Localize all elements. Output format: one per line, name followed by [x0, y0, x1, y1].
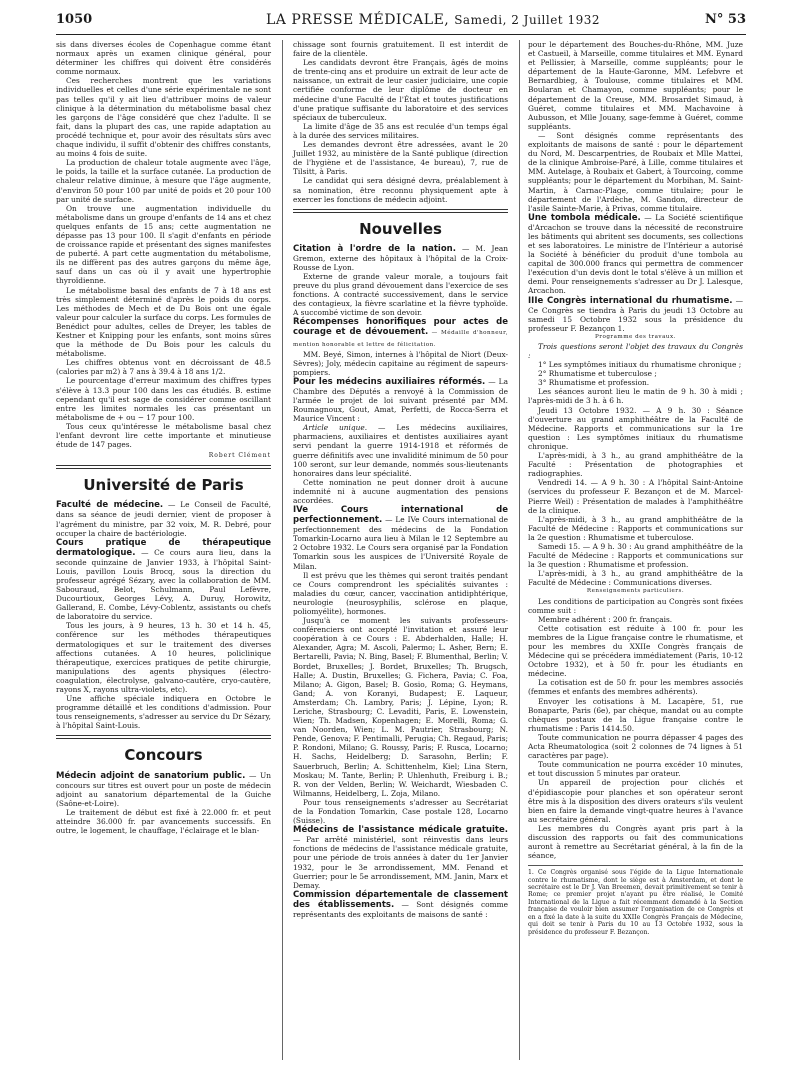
- page-number: 1050: [56, 12, 93, 27]
- paragraph: Il est prévu que les thèmes qui seront traités pendant ce Cours comprendront les spécialités suivantes : maladies du cœur, cancer, vaccination antidiphtérique, neurologie (neurosyphilis, sclérose en plaque, poliomyélite), hormones.: [293, 570, 508, 616]
- paragraph: — M. Jean Gremon, externe des hôpitaux à l'hôpital de la Croix-Rousse de Lyon.: [293, 243, 508, 272]
- paragraph: — Par arrêté ministériel, sont réinvestis dans leurs fonctions de médecins de l'assistance médicale gratuite, pour une période de trois années à dater du 1er Janvier 1932, pour le 3e arrondissement, MM. Fenand et Guerrier; pour le 5e arrondissement, MM. Janin, Marx et Demay.: [293, 835, 508, 890]
- column-1: [56, 40, 271, 835]
- paragraph: — La Société scientifique d'Arcachon se trouve dans la nécessité de reconstruire les bâtiments qui abritent ses documents, ses collections et ses laboratoires. Le ministre de l'Intérieur a autorisé la Société à bénéficier du produit d'une tombola au capital de 300.000 francs qui permettra de commencer l'exécution d'un devis dont le total s'élève à un million et demi. Pour renseignements s'adresser au Dr J. Lalesque, Arcachon.: [528, 212, 743, 296]
- paragraph: Les séances auront lieu le matin de 9 h. 30 à midi ; l'après-midi de 3 h. à 6 h.: [528, 387, 743, 406]
- paragraph: pour le département des Bouches-du-Rhône, MM. Juze et Castueil, à Marseille, comme titulaires et MM. Eynard et Pellissier, à Marseille, comme suppléants; pour le département de la Haute-Garonne, MM. Lefebvre et Bernardbieg, à Toulouse, comme titulaires et MM. Boularan et Chamayon, comme suppléants; pour le département de la Creuse, MM. Brosardet Simaud, à Guéret, comme titulaires et MM. Machavoine à Aubusson, et Mlle Jouany, sage-femme à Guéret, comme suppléants.: [528, 40, 743, 131]
- award-types: — Médaille d'honneur, mention honorable et lettre de félicitation.: [293, 330, 508, 348]
- subheading-cours-international: IVe Cours international de perfectionnement.: [293, 505, 508, 526]
- paragraph: La production de chaleur totale augmente avec l'âge, le poids, la taille et la surface cutanée. La production de chaleur relative diminue, à mesure que l'âge augmente, d'environ 50 pour 100 par unité de poids et 20 pour 100 par unité de surface.: [56, 158, 271, 204]
- paragraph: La limite d'âge de 35 ans est reculée d'un temps égal à la durée des services militaires.: [293, 121, 508, 140]
- paragraph: Les chiffres obtenus vont en décroissant de 48.5 (calories par m2) à 7 ans à 39.4 à 18 ans 1/2.: [56, 358, 271, 377]
- paragraph: — Les médecins auxiliaires, pharmaciens, auxiliaires et dentistes auxiliaires ayant servi pendant la guerre 1914-1918 et réformés de guerre définitifs avec une invalidité minimum de 50 pour 100 seront, sur leur demande, nommés sous-lieutenants honoraires dans leur spécialité.: [293, 423, 508, 478]
- schedule-item: L'après-midi, à 3 h., au grand amphithéâtre de la Faculté : Présentation de photographies et radiographies.: [528, 451, 743, 479]
- paragraph: On trouve une augmentation individuelle du métabolisme dans un groupe d'enfants de 14 ans et chez quelques enfants de 15 ans; cette augmentation ne dépasse pas 13 pour 100. Il s'agit d'enfants en période de croissance rapide et présentant des signes manifestes de puberté. A part cette augmentation du métabolisme, ils ne diffèrent pas des autres garçons du même âge, sauf dans un cas où il y avait une hypertrophie thyroïdienne.: [56, 203, 271, 286]
- paragraph: Envoyer les cotisations à M. Lacapère, 51, rue Bonaparte, Paris (6e), par chèque, mandat ou au compte chèques postaux de la Ligue française contre le rhumatisme : Paris 1414.50.: [528, 696, 743, 733]
- subheading-recompenses: Récompenses honorifiques pour actes de courage et de dévouement.: [293, 317, 508, 338]
- paragraph: — Ce Congrès se tiendra à Paris du jeudi 13 Octobre au samedi 15 Octobre 1932 sous la présidence du professeur F. Bezançon 1.: [528, 295, 743, 333]
- paragraph: — Sont désignés comme représentants des exploitants de maisons de santé : pour le département du Nord, M. Descarpentries, de Roubaix et Mlle Mattei, de la clinique Ambroise-Paré, à Lille, comme titulaires et MM. Autelage, à Roubaix et Gabert, à Tourcoing, comme suppléants; pour le département du Morbihan, M. Saint-Martin, à Carnac-Plage, comme titulaire; pour le département de l'Ardèche, M. Gandon, directeur de l'asile Sainte-Marie, à Privas, comme titulaire.: [528, 130, 743, 213]
- paragraph: Membre adhérent : 200 fr. français.: [538, 614, 673, 624]
- section-divider: [56, 465, 271, 469]
- section-title-universite: Université de Paris: [83, 476, 244, 495]
- subheading-medecin-adjoint: Médecin adjoint de sanatorium public.: [56, 770, 246, 781]
- issue-number: N° 53: [705, 12, 746, 27]
- paragraph: — Ce cours aura lieu, dans la seconde quinzaine de Janvier 1933, à l'hôpital Saint-Louis, pavillon Louis Brocq, sous la direction du professeur agrégé Sézary, avec la collaboration de MM. Sabouraud, Belot, Schulmann, Paul Lefèvre, Ducourtioux, Georges Lévy, A. Duruy, Horowitz, Gallerand, E. Combe, Lévy-Coblentz, assistants ou chefs de laboratoire du service.: [56, 547, 271, 622]
- column-divider: [519, 40, 520, 1060]
- paragraph: Les candidats devront être Français, âgés de moins de trente-cinq ans et produire un extrait de leur acte de naissance, un extrait de leur casier judiciaire, une copie certifiée conforme de leur diplôme de docteur en médecine d'une Faculté de l'État et toutes justifications d'une pratique suffisante du laboratoire et des services spéciaux de tuberculeux.: [293, 58, 508, 122]
- programme-title: Programme des travaux.: [595, 333, 676, 340]
- paragraph: La cotisation est de 50 fr. pour les membres associés (femmes et enfants des membres adhérents).: [528, 678, 743, 697]
- issue-date: Samedi, 2 Juillet 1932: [454, 13, 600, 27]
- renseignements-title: Renseignements particuliers.: [586, 588, 685, 595]
- paragraph: Les conditions de participation au Congrès sont fixées comme suit :: [528, 596, 743, 615]
- paragraph: Tous ceux qu'intéresse le métabolisme basal chez l'enfant devront lire cette importante et minutieuse étude de 147 pages.: [56, 421, 271, 450]
- paragraph: — Le IVe Cours international de perfectionnement des médecins de la Fondation Tomarkin-Locarno aura lieu à Milan le 12 Septembre au 2 Octobre 1932. Le Cours sera organisé par la Fondation Tomarkin sous les auspices de l'Université Royale de Milan.: [293, 515, 508, 571]
- paragraph: Externe de grande valeur morale, a toujours fait preuve du plus grand dévouement dans l'exercice de ses fonctions. A contracté successivement, dans le service des contagieux, la fièvre scarlatine et la fièvre typhoïde. A succombé victime de son devoir.: [293, 271, 508, 318]
- schedule-item: Samedi 15. — A 9 h. 30 : Au grand amphithéâtre de la Faculté de Médecine : Rapports et communications sur la 3e question : Rhumatisme et profession.: [528, 541, 743, 570]
- section-divider: [293, 209, 508, 213]
- header-rule: [56, 34, 746, 35]
- paragraph: Le pourcentage d'erreur maximum des chiffres types s'élève à 13.3 pour 100 dans les cas étudiés. B. estime cependant qu'il est sage de considérer comme oscillant entre les limites normales les cas présentant un métabolisme de + ou − 17 pour 100.: [56, 376, 271, 422]
- paragraph: chissage sont fournis gratuitement. Il est interdit de faire de la clientèle.: [293, 40, 508, 59]
- paragraph: Une affiche spéciale indiquera en Octobre le programme détaillé et les conditions d'admission. Pour tous renseignements, s'adresser au service du Dr Sézary, à l'hôpital Saint-Louis.: [56, 694, 271, 731]
- column-divider: [282, 40, 283, 1060]
- paragraph: Un appareil de projection pour clichés et d'épidiascopie pour planches et son opérateur seront être mis à la disposition des divers orateurs s'ils veulent bien en faire la demande vingt-quatre heures à l'avance au secrétaire général.: [528, 778, 743, 824]
- subheading-medecins-auxiliaires: Pour les médecins auxiliaires réformés.: [293, 376, 486, 387]
- schedule-item: Jeudi 13 Octobre 1932. — A 9 h. 30 : Séance d'ouverture au grand amphithéâtre de la Faculté de Médecine. Rapports et communications sur la 1re question : Les symptômes initiaux du rhumatisme chronique.: [528, 405, 743, 451]
- column-2: [293, 40, 508, 919]
- page-header: [56, 10, 746, 32]
- schedule-item: L'après-midi, à 3 h., au grand amphithéâtre de la Faculté de Médecine : Communications diverses.: [528, 569, 743, 588]
- paragraph: Les demandes devront être adressées, avant le 20 Juillet 1932, au ministère de la Santé publique (direction de l'hygiène et de l'assistance, 4e bureau), 7, rue de Tilsitt, à Paris.: [293, 140, 508, 177]
- journal-title: LA PRESSE MÉDICALE, Samedi, 2 Juillet 1932: [266, 12, 600, 28]
- paragraph: Ces recherches montrent que les variations individuelles et celles d'une série expérimentale ne sont pas telles qu'il y ait lieu d'attribuer moins de valeur clinique à la détermination du métabolisme basal chez les garçons de l'âge considéré que chez l'adulte. Il se fait, dans la plupart des cas, une rapide adaptation au procédé technique et, pour avoir des résultats sûrs avec chaque individu, il suffit d'obtenir des chiffres constants, au moins 4 fois de suite.: [56, 76, 271, 159]
- paragraph: — Un concours sur titres est ouvert pour un poste de médecin adjoint au sanatorium départemental de la Guiche (Saône-et-Loire).: [56, 770, 271, 808]
- paragraph: sis dans diverses écoles de Copenhague comme étant normaux après un examen clinique général, pour déterminer les chiffres qui doivent être considérés comme normaux.: [56, 40, 271, 77]
- paragraph: MM. Beyé, Simon, internes à l'hôpital de Niort (Deux-Sèvres); Joly, médecin capitaine au régiment de sapeurs-pompiers.: [293, 349, 508, 377]
- paragraph: Cette nomination ne peut donner droit à aucune indemnité ni à aucune augmentation des pensions accordées.: [293, 477, 508, 506]
- schedule-item: Vendredi 14. — A 9 h. 30 : A l'hôpital Saint-Antoine (services du professeur F. Bezançon et de M. Marcel-Pierre Weil) : Présentation de malades à l'amphithéâtre de la clinique.: [528, 478, 743, 515]
- subheading-tombola: Une tombola médicale.: [528, 212, 641, 223]
- section-divider: [56, 735, 271, 739]
- paragraph: Toute communication ne pourra excéder 10 minutes, et tout discussion 5 minutes par orateur.: [528, 760, 743, 779]
- question-item: 3° Rhumatisme et profession.: [538, 378, 650, 388]
- article-label: Article unique.: [303, 423, 368, 433]
- paragraph: Tous les jours, à 9 heures, 13 h. 30 et 14 h. 45, conférence sur les méthodes thérapeutiques dermatologiques et sur le traitement des diverses affections cutanées. A 10 heures, policlinique thérapeutique, exercices pratiques de petite chirurgie, manipulations des agents physiques (électro-coagulation, électrolyse, galvano-cautère, cryo-cautère, rayons X, rayons ultra-violets, etc).: [56, 621, 271, 694]
- paragraph: Le traitement de début est fixé à 22.000 fr. et peut atteindre 36.000 fr. par avancements successifs. En outre, le logement, le chauffage, l'éclairage et le blan-: [56, 807, 271, 836]
- paragraph: Jusqu'à ce moment les suivants professeurs-conférenciers ont accepté l'invitation et assuré leur coopération à ce Cours : E. Abderhalden, Halle; H. Alexander, Agra; M. Ascoli, Palermo; L. Asher, Bern; E. Bertarelli, Pavia; N. Bing, Basel; F. Blumenthal, Berlin; V. Bordet, Bruxelles; J. Bordet, Bruxelles; Th. Brugsch, Halle; A. Dustin, Bruxelles; G. Fichera, Pavia; C. Foa, Milano; A. Gigon, Basel; B. Gosio, Roma; G. Heymans, Gand; A. von Koranyi, Budapest; E. Laqueur, Amsterdam; Ch. Lambry, Paris; J. Lépine, Lyon; R. Leriche, Strasbourg; C. Levaditi, Paris, E. Lowenstein, Wien; Th. Madsen, Kopenhagen; E. Morelli, Roma; G. van Noorden, Wien; L. M. Pautrier, Strasbourg; N. Pende, Genova; F. Pentimalli, Perugia; Ch. Regaud, Paris; P. Rondoni, Milano; G. Roussy, Paris; F. Rusca, Locarno; H. Sachs, Heidelberg; D. Sarasohn, Berlin; F. Sauerbruch, Berlin; A. Schittenhelm, Kiel; Lina Stern, Moskau; M. Tante, Berlin; P. Uhlenhuth, Freiburg i. B.; R. von der Velden, Berlin; W. Weichardt, Wiesbaden C. Wilmanns, Heidelberg, L. Zoja, Milano.: [293, 616, 508, 798]
- questions-intro: Trois questions seront l'objet des travaux du Congrès :: [528, 341, 743, 360]
- paragraph: Le métabolisme basal des enfants de 7 à 18 ans est très simplement déterminé d'après le poids du corps. Les méthodes de Mech et de Du Bois ont une égale valeur pour calculer la surface du corps. Les formules de Benédict pour adultes, celles de Dreyer, les tables de Kestner et Knipping pour les enfants, sont moins sûres que la méthode de Du Bois pour les calculs du métabolisme.: [56, 285, 271, 359]
- footnote: 1. Ce Congrès organisé sous l'égide de la Ligue Internationale contre le rhumatisme, dont le siège est à Amsterdam, et dont le secrétaire est le Dr J. Van Breemen, devait primitivement se tenir à Rome; ce premier projet n'ayant pu être réalisé, le Comité International de la Ligue a fait récemment demandé à la Section française de vouloir bien assumer l'organisation de ce Congrès et en a fixé la date à la suite du XXIIe Congrès Français de Médecine, qui doit se tenir à Paris du 10 au 13 Octobre 1932, sous la présidence du professeur F. Bezançon.: [528, 865, 743, 936]
- paragraph: Toute communication ne pourra dépasser 4 pages des Acta Rheumatologica (soit 2 colonnes de 74 lignes à 51 caractères par page).: [528, 732, 743, 761]
- subheading-citation: Citation à l'ordre de la nation.: [293, 243, 456, 254]
- subheading-commission: Commission départementale de classement des établissements.: [293, 889, 508, 910]
- subheading-faculte: Faculté de médecine.: [56, 500, 164, 511]
- question-item: 1° Les symptômes initiaux du rhumatisme chronique ;: [538, 360, 742, 370]
- subheading-assistance: Médecins de l'assistance médicale gratuite.: [293, 825, 508, 836]
- paragraph: — La Chambre des Députés a renvoyé à la Commission de l'armée le projet de loi suivant présenté par MM. Roumagnoux, Gout, Amat, Perfetti, de Rocca-Serra et Maurice Vincent :: [293, 376, 508, 424]
- section-title-concours: Concours: [124, 746, 203, 765]
- paragraph: Pour tous renseignements s'adresser au Secrétariat de la Fondation Tomarkin, Case postale 128, Locarno (Suisse).: [293, 797, 508, 826]
- paragraph: Cette cotisation est réduite à 100 fr. pour les membres de la Ligue française contre le rhumatisme, et pour les membres du XXIIe Congrès français de Médecine qui se précédera immédiatement (Paris, 10-12 Octobre 1932), et à 50 fr. pour les étudiants en médecine.: [528, 623, 743, 679]
- paragraph: — Le Conseil de Faculté, dans sa séance de jeudi dernier, vient de proposer à l'agrément du ministre, par 32 voix, M. R. Debré, pour occuper la chaire de bactériologie.: [56, 500, 271, 538]
- section-title-nouvelles: Nouvelles: [359, 219, 442, 238]
- question-item: 2° Rhumatisme et tuberculose ;: [538, 369, 657, 379]
- paragraph: Le candidat qui sera désigné devra, préalablement à sa nomination, être reconnu physiquement apte à exercer les fonctions de médecin adjoint.: [293, 176, 508, 204]
- author-signature: Robert Clément: [208, 452, 271, 460]
- subheading-congres-rhumatisme: IIIe Congrès international du rhumatisme.: [528, 295, 733, 306]
- column-3: [528, 40, 743, 936]
- paragraph: — Sont désignés comme représentants des exploitants de maisons de santé :: [293, 899, 508, 919]
- schedule-item: L'après-midi, à 3 h., au grand amphithéâtre de la Faculté de Médecine : Rapports et communications sur la 2e question : Rhumatisme et tuberculose.: [528, 514, 743, 542]
- paragraph: Les membres du Congrès ayant pris part à la discussion des rapports ou fait des communications auront à remettre au Secrétariat général, à la fin de la séance,: [528, 823, 743, 861]
- subheading-cours-dermatologique: Cours pratique de thérapeutique dermatologique.: [56, 537, 271, 558]
